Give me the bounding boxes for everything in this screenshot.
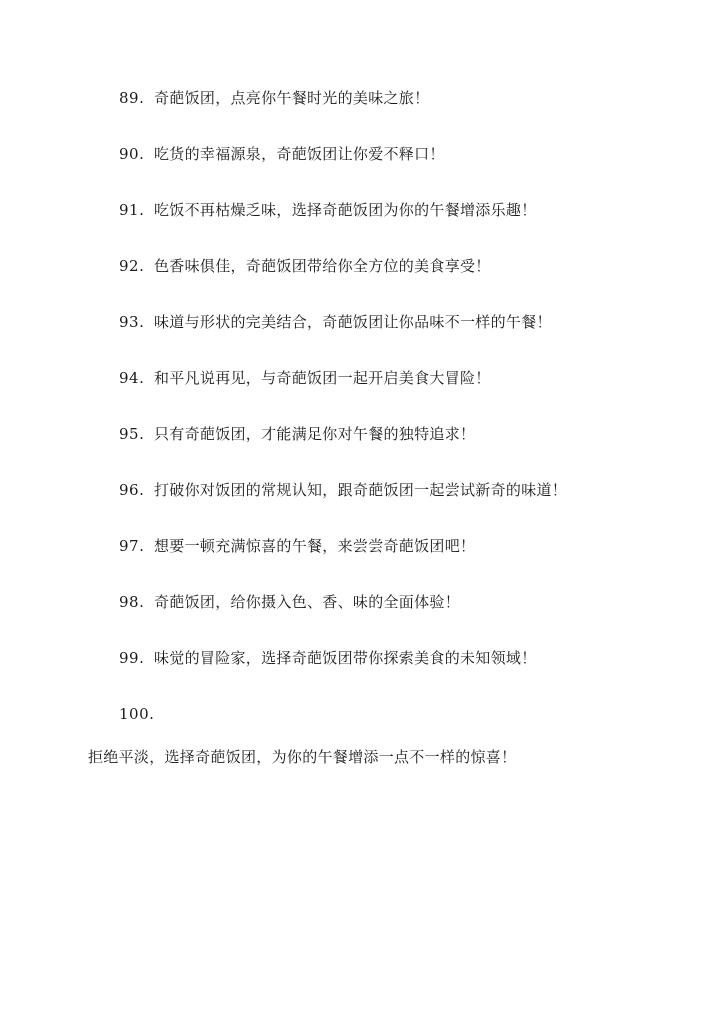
item-number: 97. [119,537,145,555]
list-item [119,198,709,254]
list-item [119,86,709,142]
item-text: 和平凡说再见，与奇葩饭团一起开启美食大冒险！ [154,369,491,387]
item-text-100: 拒绝平淡，选择奇葩饭团，为你的午餐增添一点不一样的惊喜！ [88,748,517,766]
list-item [119,310,709,366]
item-text: 味道与形状的完美结合，奇葩饭团让你品味不一样的午餐！ [154,313,552,331]
item-text: 奇葩饭团，点亮你午餐时光的美味之旅！ [154,89,430,107]
item-number: 91. [119,201,145,219]
list-item [119,646,709,702]
item-text: 色香味俱佳，奇葩饭团带给你全方位的美食享受！ [154,257,491,275]
item-text: 吃饭不再枯燥乏味，选择奇葩饭团为你的午餐增添乐趣！ [154,201,537,219]
item-number: 92. [119,257,145,275]
list-item [119,366,709,422]
item-number: 98. [119,593,145,611]
list-item [119,422,709,478]
list-item [119,254,709,310]
item-number: 99. [119,649,145,667]
list-item [119,534,709,590]
item-text: 打破你对饭团的常规认知，跟奇葩饭团一起尝试新奇的味道！ [154,481,568,499]
slogan-list [119,86,709,702]
item-text: 想要一顿充满惊喜的午餐，来尝尝奇葩饭团吧！ [154,537,476,555]
item-number: 95. [119,425,145,443]
item-number: 94. [119,369,145,387]
item-number: 90. [119,145,145,163]
item-text: 吃货的幸福源泉，奇葩饭团让你爱不释口！ [154,145,445,163]
item-text: 奇葩饭团，给你摄入色、香、味的全面体验！ [154,593,461,611]
item-text: 味觉的冒险家，选择奇葩饭团带你探索美食的未知领域！ [154,649,537,667]
item-number-100: 100. [119,705,155,723]
item-number: 96. [119,481,145,499]
item-text: 只有奇葩饭团，才能满足你对午餐的独特追求！ [154,425,476,443]
list-item [119,478,709,534]
item-number: 93. [119,313,145,331]
list-item [119,590,709,646]
item-number: 89. [119,89,145,107]
list-item [119,142,709,198]
